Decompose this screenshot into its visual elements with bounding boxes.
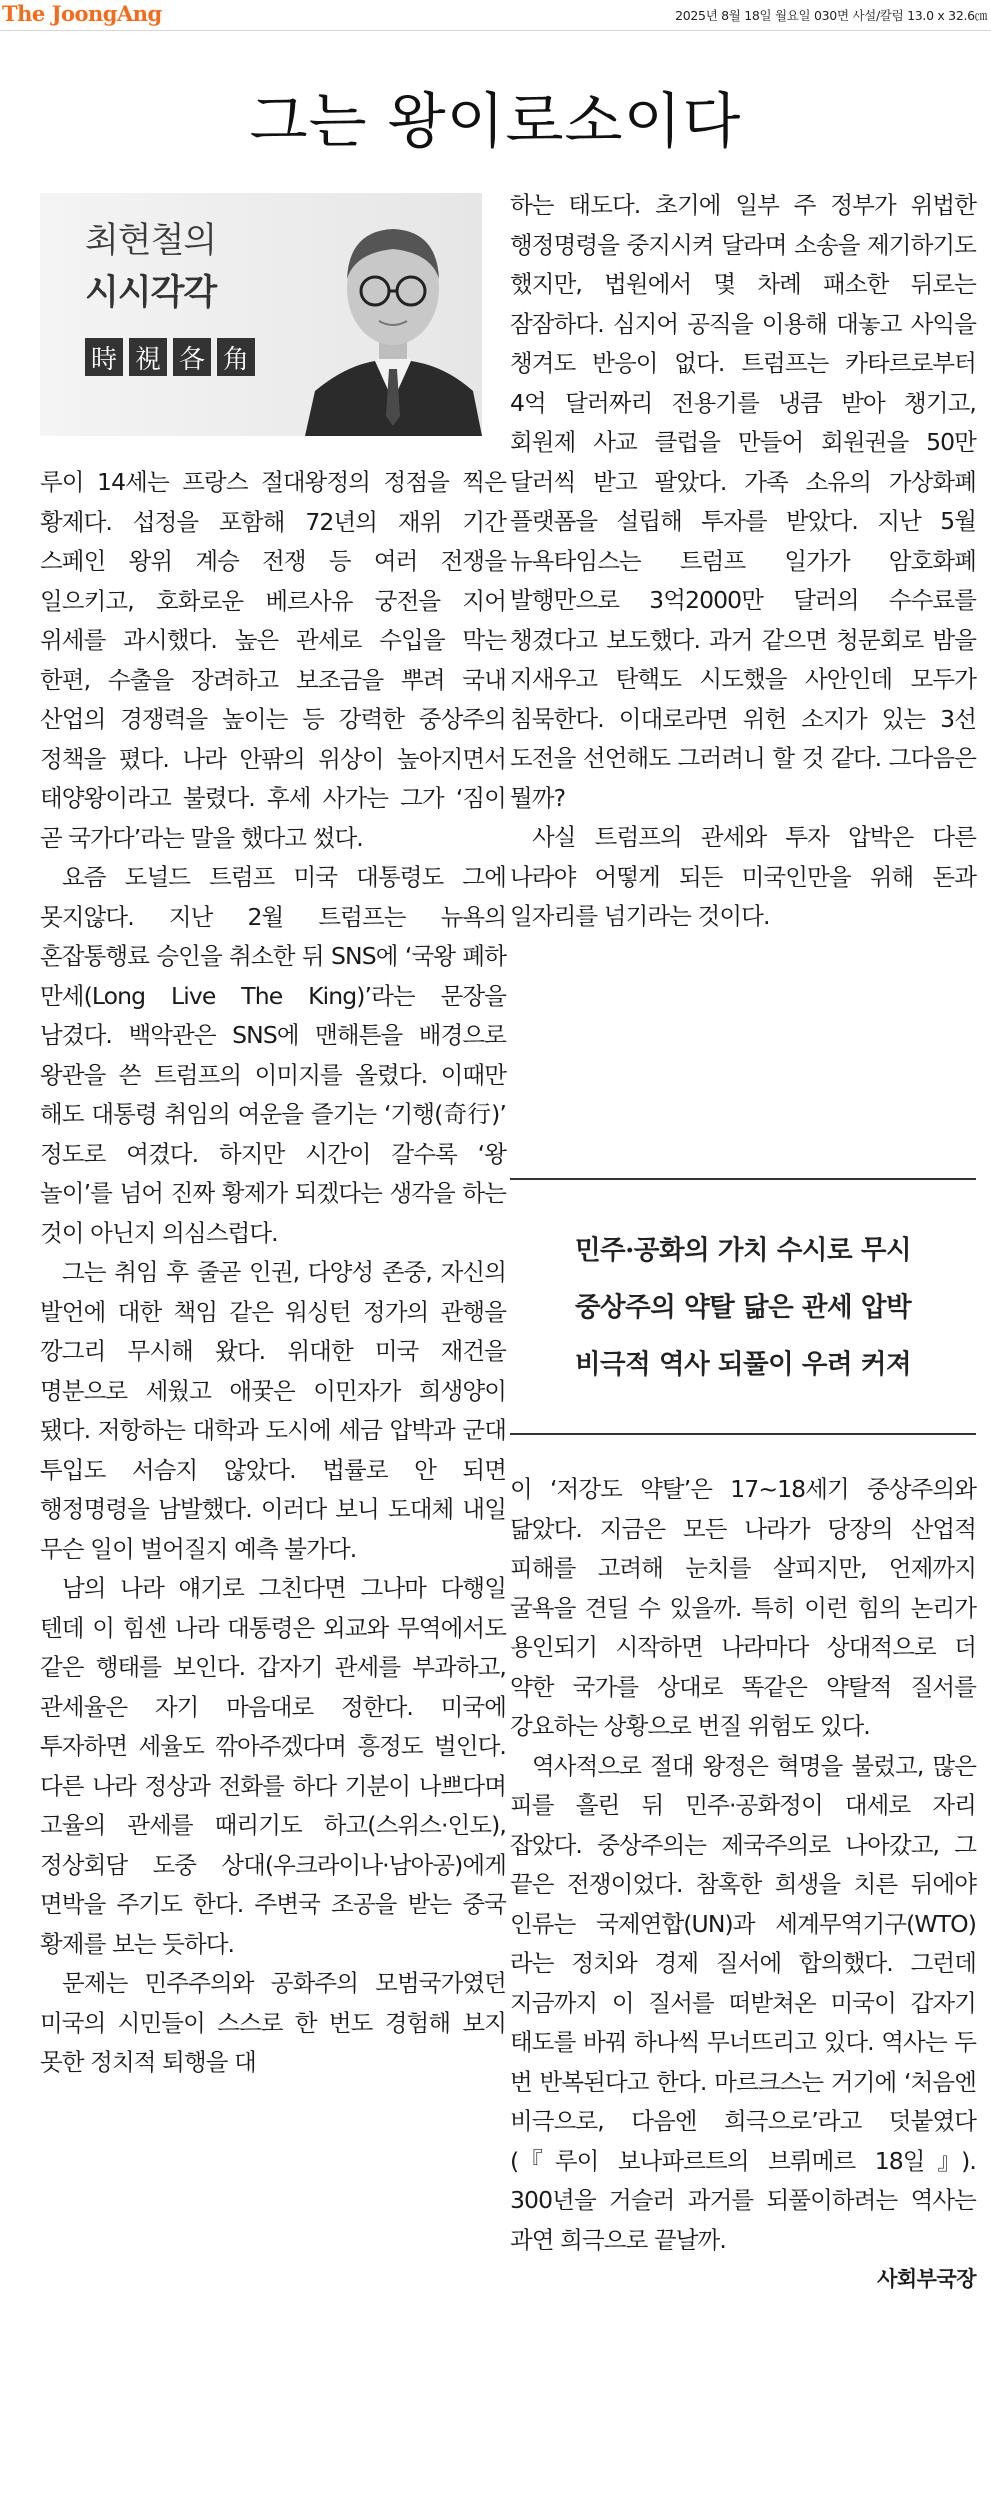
hanja-box: 各 xyxy=(173,338,211,376)
article-paragraph: 하는 태도다. 초기에 일부 주 정부가 위법한 행정명령을 중지시켜 달라며 소송을 제기하기도 했지만, 법원에서 몇 차례 패소한 뒤로는 잠잠하다. 심지어 공직을 이용해 대놓고 사익을 챙겨도 반응이 없다. 트럼프는 카타르로부터 4억 달러짜리 전용기를 냉큼 받아 챙기고, 회원제 사교 클럽을 만들어 회원권을 50만 달러씩 받고 팔았다. 가족 소유의 가상화폐 플랫폼을 설립해 투자를 받았다. 지난 5월 뉴욕타임스는 트럼프 일가가 암호화폐 발행만으로 3억2000만 달러의 수수료를 챙겼다고 보도했다. 과거 같으면 청문회로 밤을 지새우고 탄핵도 시도했을 사안인데 모두가 침묵한다. 이대로라면 위헌 소지가 있는 3선 도전을 선언해도 그러려니 할 것 같다. 그다음은 뭘까? xyxy=(510,191,976,812)
article-paragraph: 역사적으로 절대 왕정은 혁명을 불렀고, 많은 피를 흘린 뒤 민주·공화정이 대세로 자리 잡았다. 중상주의는 제국주의로 나아갔고, 그 끝은 전쟁이었다. 참혹한 희생을 치른 뒤에야 인류는 국제연합(UN)과 세계무역기구(WTO)라는 정치와 경제 질서에 합의했다. 그런데 지금까지 이 질서를 떠받쳐온 미국이 갑자기 태도를 바꿔 하나씩 무너뜨리고 있다. 역사는 두 번 반복된다고 한다. 마르크스는 거기에 ‘처음엔 비극으로, 다음엔 희극으로’라고 덧붙였다(『루이 보나파르트의 브뤼메르 18일』). 300년을 거슬러 과거를 되풀이하려는 역사는 과연 희극으로 끝날까. xyxy=(510,1751,976,2254)
newspaper-logo: The JoongAng xyxy=(2,1,162,26)
masthead xyxy=(0,0,991,31)
article-column-left xyxy=(40,463,506,2083)
byline: 사회부국장 xyxy=(877,2267,976,2291)
pull-quote-line: 중상주의 약탈 닮은 관세 압박 xyxy=(574,1292,912,1323)
article-column-right-bottom xyxy=(510,1470,976,2300)
author-portrait xyxy=(305,201,482,436)
hanja-box: 時 xyxy=(85,338,123,376)
hanja-box: 角 xyxy=(217,338,255,376)
article-paragraph: 그는 취임 후 줄곧 인권, 다양성 존중, 자신의 발언에 대한 책임 같은 워싱턴 정가의 관행을 깡그리 무시해 왔다. 위대한 미국 재건을 명분으로 세웠고 애꿎은 이민자가 희생양이 됐다. 저항하는 대학과 도시에 세금 압박과 군대 투입도 서슴지 않았다. 법률로 안 되면 행정명령을 남발했다. 이러다 보니 도대체 내일 무슨 일이 벌어질지 예측 불가다. xyxy=(40,1258,506,1563)
hanja-boxes xyxy=(85,338,255,376)
pull-quote-line: 민주·공화의 가치 수시로 무시 xyxy=(574,1235,912,1266)
column-banner xyxy=(40,193,482,436)
author-label: 최현철의 xyxy=(85,221,217,261)
article-paragraph: 문제는 민주주의와 공화주의 모범국가였던 미국의 시민들이 스스로 한 번도 경험해 보지 못한 정치적 퇴행을 대 xyxy=(40,1969,506,2076)
headline: 그는 왕이로소이다 xyxy=(249,87,742,158)
hanja-box: 視 xyxy=(129,338,167,376)
article-paragraph: 남의 나라 얘기로 그친다면 그나마 다행일 텐데 이 힘센 나라 대통령은 외교와 무역에서도 같은 행태를 보인다. 갑자기 관세를 부과하고, 관세율은 자기 마음대로 정한다. 미국에 투자하면 세율도 깎아주겠다며 흥정도 벌인다. 다른 나라 정상과 전화를 하다 기분이 나쁘다며 고율의 관세를 때리기도 하고(스위스·인도), 정상회담 도중 상대(우크라이나·남아공)에게 면박을 주기도 한다. 주변국 조공을 받는 중국 황제를 보는 듯하다. xyxy=(40,1574,506,1958)
article-column-right-top xyxy=(510,186,976,937)
article-paragraph: 사실 트럼프의 관세와 투자 압박은 다른 나라야 어떻게 되든 미국인만을 위해 돈과 일자리를 넘기라는 것이다. xyxy=(510,823,976,930)
dateline: 2025년 8월 18일 월요일 030면 사설/칼럼 13.0 x 32.6㎝ xyxy=(675,8,987,23)
article-paragraph: 요즘 도널드 트럼프 미국 대통령도 그에 못지않다. 지난 2월 트럼프는 뉴욕의 혼잡통행료 승인을 취소한 뒤 SNS에 ‘국왕 폐하 만세(Long Live The King)’라는 문장을 남겼다. 백악관은 SNS에 맨해튼을 배경으로 왕관을 쓴 트럼프의 이미지를 올렸다. 이때만 해도 대통령 취임의 여운을 즐기는 ‘기행(奇行)’ 정도로 여겼다. 하지만 시간이 갈수록 ‘왕 놀이’를 넘어 진짜 황제가 되겠다는 생각을 하는 것이 아닌지 의심스럽다. xyxy=(40,863,506,1247)
article-paragraph: 루이 14세는 프랑스 절대왕정의 정점을 찍은 황제다. 섭정을 포함해 72년의 재위 기간 스페인 왕위 계승 전쟁 등 여러 전쟁을 일으키고, 호화로운 베르사유 궁전을 지어 위세를 과시했다. 높은 관세로 수입을 막는 한편, 수출을 장려하고 보조금을 뿌려 국내 산업의 경쟁력을 높이는 등 강력한 중상주의 정책을 폈다. 나라 안팎의 위상이 높아지면서 태양왕이라고 불렸다. 후세 사가는 그가 ‘짐이 곧 국가다’라는 말을 했다고 썼다. xyxy=(40,468,506,852)
pull-quote-line: 비극적 역사 되풀이 우려 커져 xyxy=(574,1349,912,1380)
pull-quote xyxy=(510,1178,976,1435)
series-name: 시시각각 xyxy=(85,273,217,313)
article-paragraph: 이 ‘저강도 약탈’은 17~18세기 중상주의와 닮았다. 지금은 모든 나라가 당장의 산업적 피해를 고려해 눈치를 살피지만, 언제까지 굴욕을 견딜 수 있을까. 특히 이런 힘의 논리가 용인되기 시작하면 나라마다 상대적으로 더 약한 국가를 상대로 똑같은 약탈적 질서를 강요하는 상황으로 번질 위험도 있다. xyxy=(510,1475,976,1740)
